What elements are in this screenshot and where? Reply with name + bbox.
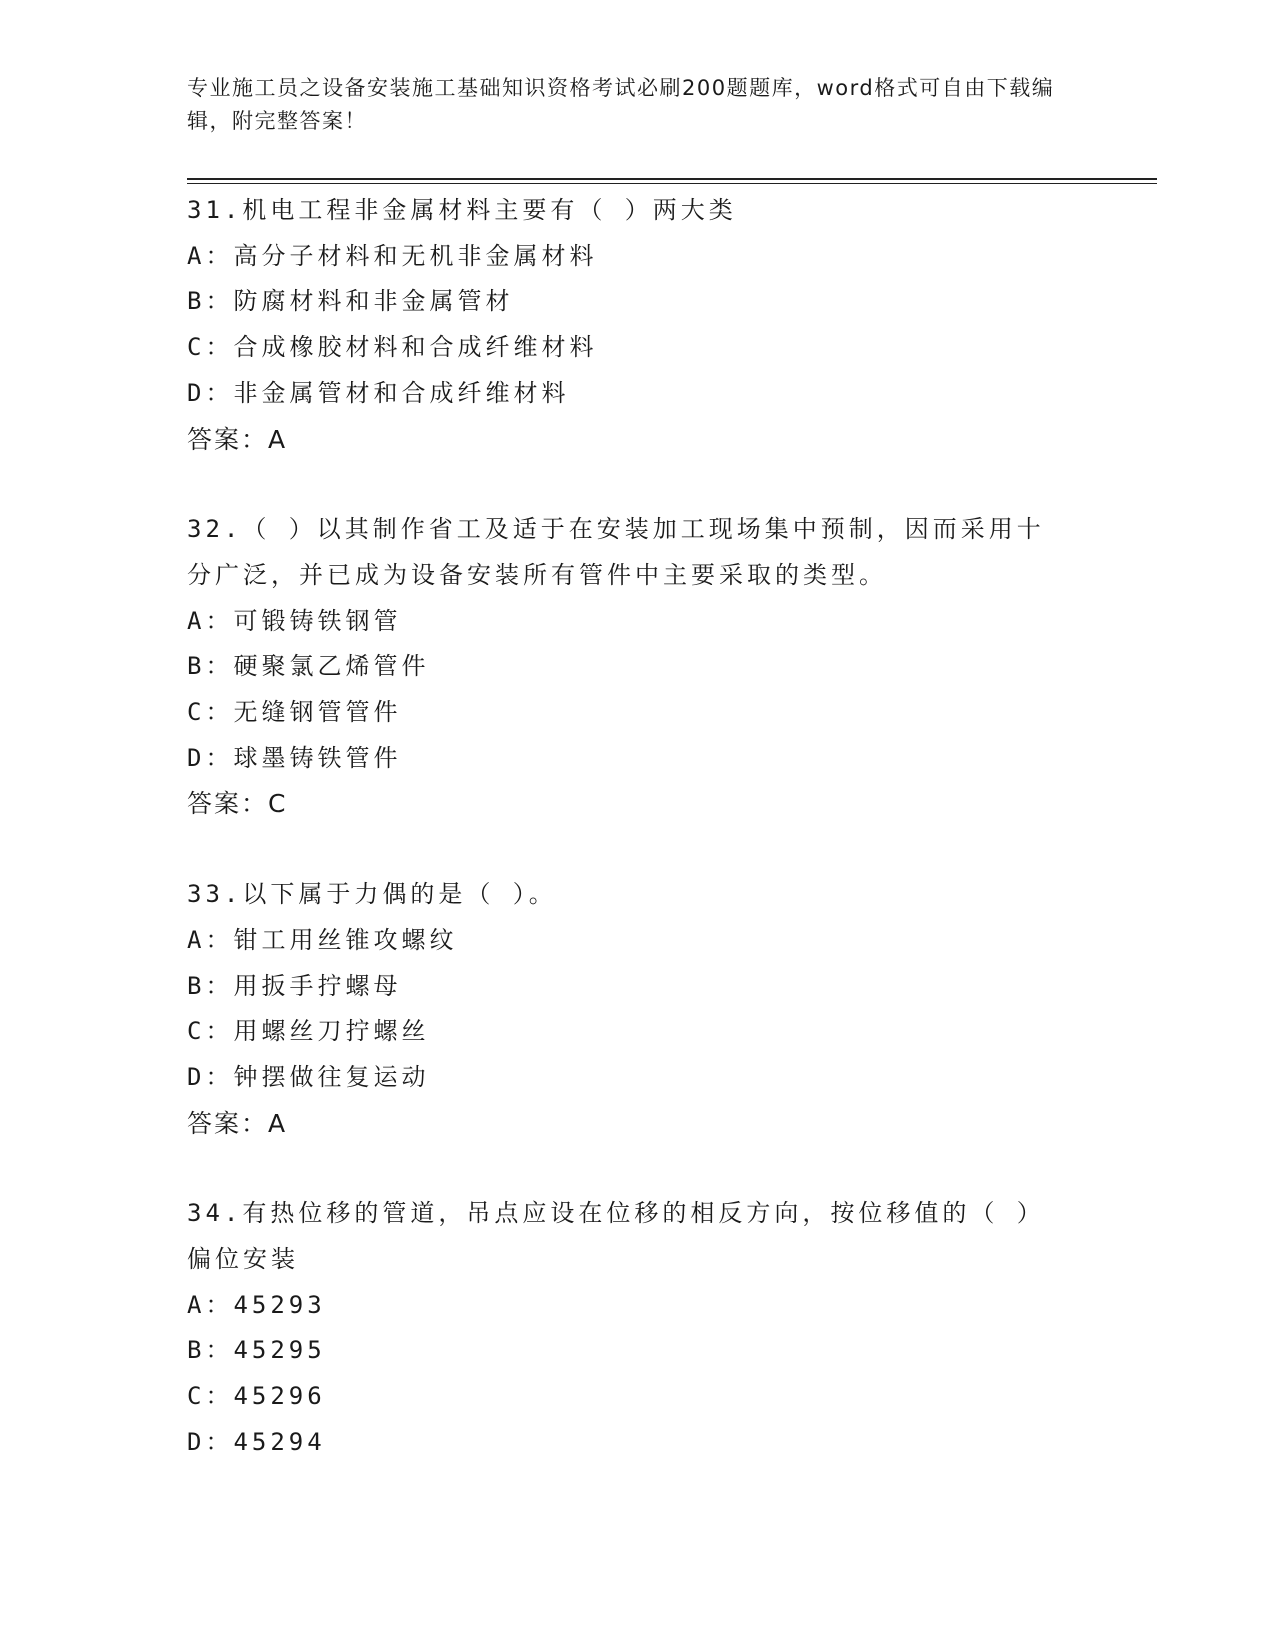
question-stem	[187, 507, 1087, 598]
option-d: D：非金属管材和合成纤维材料	[187, 378, 570, 407]
question-stem-line: 32.（ ）以其制作省工及适于在安装加工现场集中预制，因而采用十	[187, 515, 1045, 544]
option-d: D：钟摆做往复运动	[187, 1062, 430, 1091]
option-d: D：球墨铸铁管件	[187, 743, 402, 772]
question-stem	[187, 1191, 1087, 1282]
question-stem-line: 33.以下属于力偶的是（ ）。	[187, 880, 557, 909]
question-stem-line: 偏位安装	[187, 1245, 299, 1274]
question-stem-line: 34.有热位移的管道，吊点应设在位移的相反方向，按位移值的（ ）	[187, 1199, 1045, 1228]
header-divider-thin	[187, 183, 1157, 184]
option-b: B：硬聚氯乙烯管件	[187, 652, 430, 681]
question-stem-line: 31.机电工程非金属材料主要有（ ）两大类	[187, 196, 737, 224]
option-a: A：钳工用丝锥攻螺纹	[187, 925, 458, 954]
option-b: B：用扳手拧螺母	[187, 971, 402, 1000]
header-divider-thick	[187, 178, 1157, 180]
option-b: B：45295	[187, 1336, 326, 1365]
option-b: B：防腐材料和非金属管材	[187, 287, 514, 316]
question-stem-line: 分广泛，并已成为设备安装所有管件中主要采取的类型。	[187, 560, 887, 589]
document-header-title: 专业施工员之设备安装施工基础知识资格考试必刷200题题库，word格式可自由下载编辑，附完整答案！	[187, 76, 1055, 133]
option-c: C：合成橡胶材料和合成纤维材料	[187, 333, 598, 362]
option-d: D：45294	[187, 1427, 326, 1456]
question-33	[187, 872, 1087, 1146]
question-stem	[187, 872, 1087, 918]
option-c: C：无缝钢管管件	[187, 698, 402, 727]
answer-line: 答案：A	[187, 424, 288, 454]
option-a: A：45293	[187, 1290, 326, 1319]
option-a: A：高分子材料和无机非金属材料	[187, 241, 598, 270]
answer-line: 答案：A	[187, 1108, 288, 1138]
answer-line: 答案：C	[187, 789, 288, 819]
option-a: A：可锻铸铁钢管	[187, 606, 402, 635]
question-34	[187, 1191, 1087, 1465]
question-stem	[187, 188, 1087, 234]
question-list	[187, 188, 1087, 1511]
option-c: C：用螺丝刀拧螺丝	[187, 1017, 430, 1046]
option-c: C：45296	[187, 1382, 326, 1411]
question-32	[187, 507, 1087, 827]
question-31	[187, 188, 1087, 462]
